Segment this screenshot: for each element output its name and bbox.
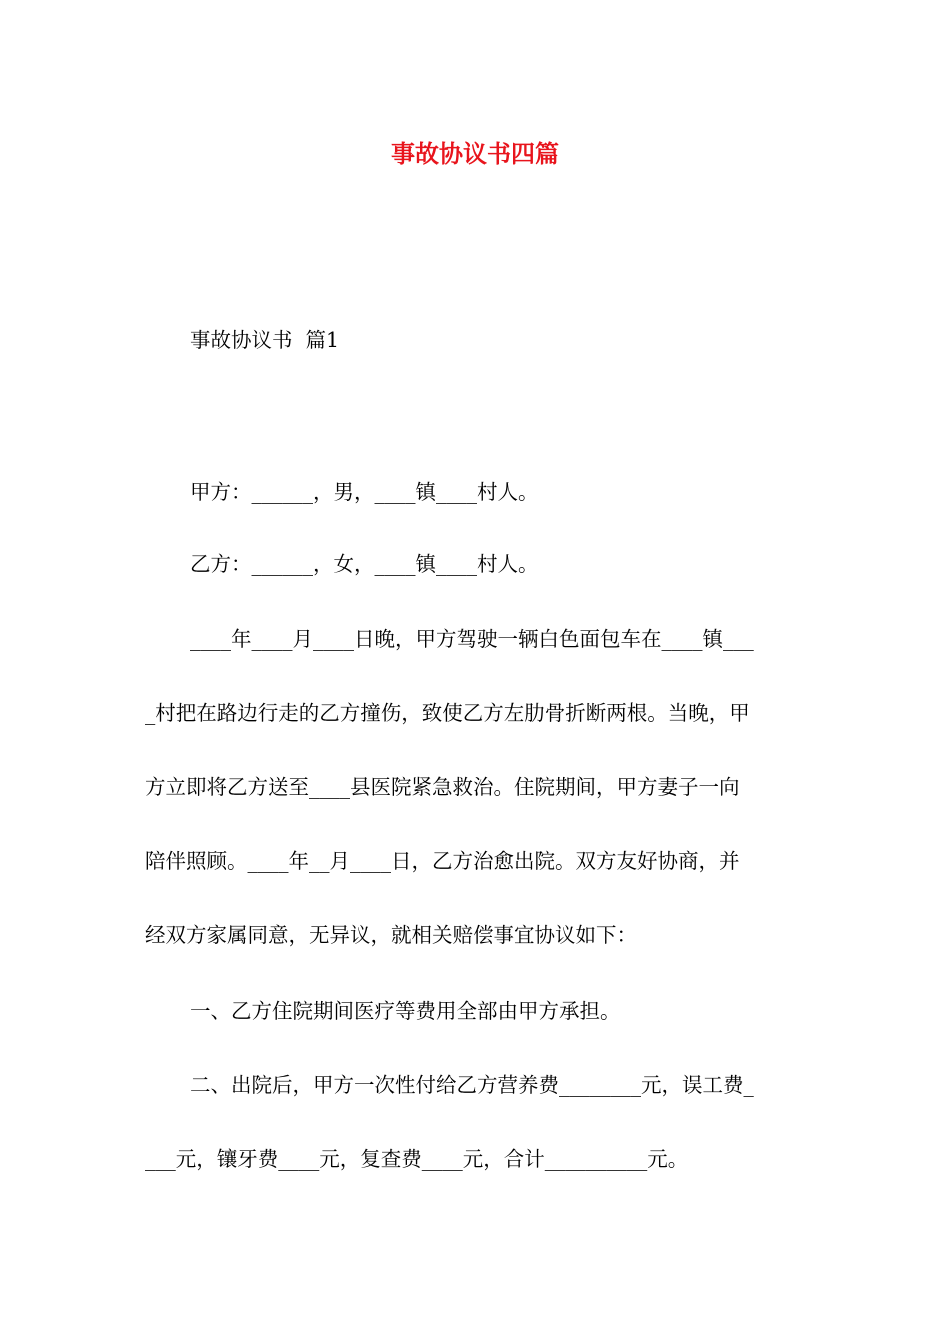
section-heading: 事故协议书 篇1 <box>190 328 340 352</box>
paragraph-line: ____年____月____日晚，甲方驾驶一辆白色面包车在____镇___ <box>190 627 754 651</box>
clause-two-line: 二、出院后，甲方一次性付给乙方营养费________元，误工费_ <box>190 1073 754 1097</box>
party-b-line: 乙方：______，女，____镇____村人。 <box>190 552 539 576</box>
paragraph-line: 陪伴照顾。____年__月____日，乙方治愈出院。双方友好协商，并 <box>145 849 740 873</box>
clause-one: 一、乙方住院期间医疗等费用全部由甲方承担。 <box>190 999 621 1023</box>
paragraph-line: 方立即将乙方送至____县医院紧急救治。住院期间，甲方妻子一向 <box>145 775 740 799</box>
party-a-line: 甲方：______，男，____镇____村人。 <box>190 480 539 504</box>
paragraph-line: 经双方家属同意，无异议，就相关赔偿事宜协议如下： <box>145 923 637 947</box>
document-title: 事故协议书四篇 <box>391 139 559 168</box>
clause-two-line: ___元，镶牙费____元，复查费____元，合计__________元。 <box>145 1147 689 1171</box>
paragraph-line: _村把在路边行走的乙方撞伤，致使乙方左肋骨折断两根。当晚，甲 <box>145 701 750 725</box>
